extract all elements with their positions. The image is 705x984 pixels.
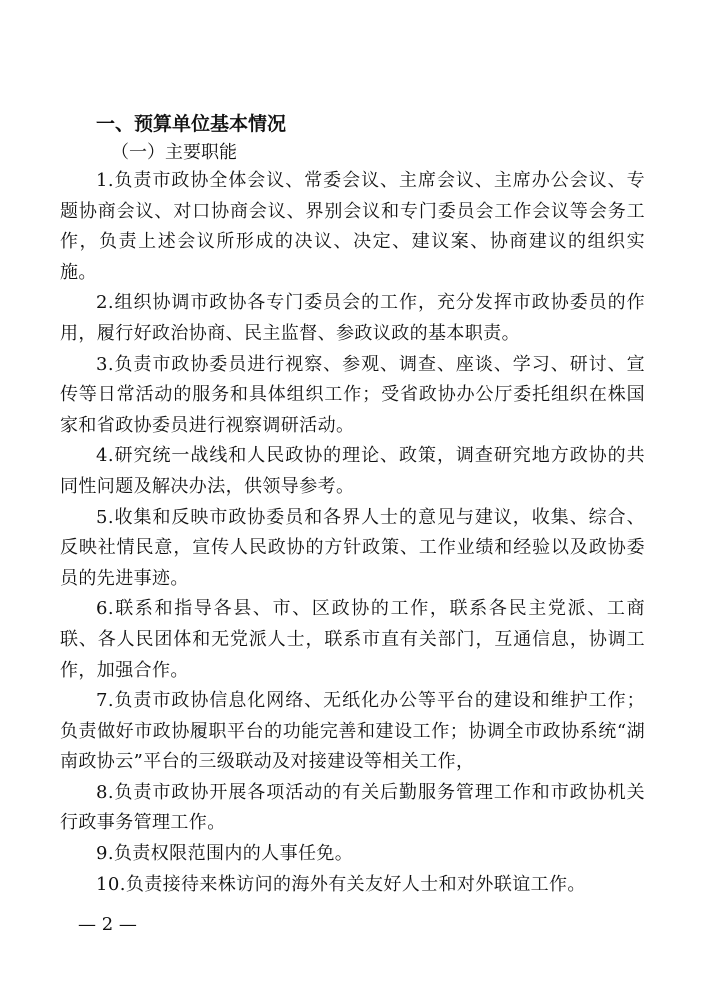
page-number: — 2 — [78,914,137,935]
duty-paragraph-8: 8.负责市政协开展各项活动的有关后勤服务管理工作和市政协机关行政事务管理工作。 [60,781,645,834]
duty-paragraph-9: 9.负责权限范围内的人事任免。 [96,843,354,865]
duty-paragraph-2: 2.组织协调市政协各专门委员会的工作，充分发挥市政协委员的作用，履行好政治协商、民主监督、参政议政的基本职责。 [60,292,645,344]
duty-paragraph-4: 4.研究统一战线和人民政协的理论、政策，调查研究地方政协的共同性问题及解决办法，供领导参考。 [60,445,645,497]
subsection-heading: （一）主要职能 [111,142,237,163]
duties-list [60,166,645,900]
duty-paragraph-6: 6.联系和指导各县、市、区政协的工作，联系各民主党派、工商联、各人民团体和无党派人士，联系市直有关部门，互通信息，协调工作，加强合作。 [60,598,645,681]
duty-paragraph-7: 7.负责市政协信息化网络、无纸化办公等平台的建设和维护工作；负责做好市政协履职平台的功能完善和建设工作；协调全市政协系统“湖南政协云”平台的三级联动及对接建设等相关工作， [60,690,645,773]
duty-paragraph-3: 3.负责市政协委员进行视察、参观、调查、座谈、学习、研讨、宣传等日常活动的服务和具体组织工作；受省政协办公厅委托组织在株国家和省政协委员进行视察调研活动。 [60,353,645,436]
section-heading: 一、预算单位基本情况 [96,113,287,135]
duty-paragraph-5: 5.收集和反映市政协委员和各界人士的意见与建议，收集、综合、反映社情民意，宣传人民政协的方针政策、工作业绩和经验以及政协委员的先进事迹。 [60,506,645,589]
duty-paragraph-10: 10.负责接待来株访问的海外有关友好人士和对外联谊工作。 [96,873,586,895]
duty-paragraph-1: 1.负责市政协全体会议、常委会议、主席会议、主席办公会议、专题协商会议、对口协商会议、界别会议和专门委员会工作会议等会务工作，负责上述会议所形成的决议、决定、建议案、协商建议的组织实施。 [60,170,645,283]
